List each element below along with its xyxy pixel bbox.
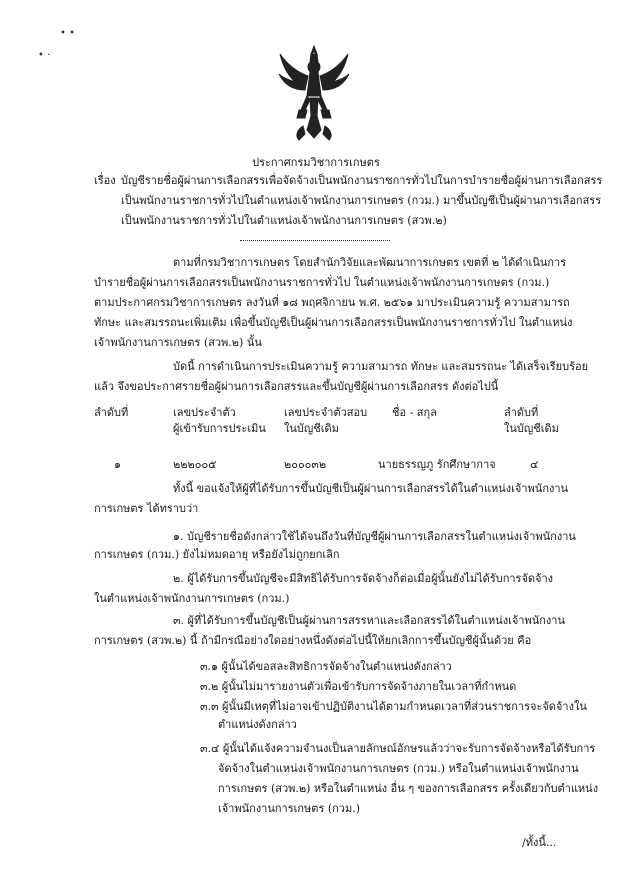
notice-item: ๓. ผู้ที่ได้รับการขึ้นบัญชีเป็นผู้ผ่านการสรรหาและเลือกสรรได้ในตำแหน่งเจ้าพนักงาน (173, 614, 565, 627)
table-cell: นายธรรญภู รักศึกษากาจ (378, 458, 496, 471)
document-title: ประกาศกรมวิชาการเกษตร (252, 156, 380, 169)
sub-item: จัดจ้างในตำแหน่งเจ้าพนักงานการเกษตร (กวม.) หรือในตำแหน่งเจ้าพนักงาน (218, 762, 579, 775)
table-cell: ๒๐๐๐๓๒ (284, 458, 327, 471)
sub-item: ๓.๑ ผู้นั้นได้ขอสละสิทธิการจัดจ้างในตำแหน่งดังกล่าว (200, 660, 452, 673)
table-header: ชื่อ - สกุล (392, 406, 437, 419)
sub-item: ๓.๒ ผู้นั้นไม่มารายงานตัวเพื่อเข้ารับการจัดจ้างภายในเวลาที่กำหนด (200, 680, 517, 693)
notice-line: ทั้งนี้ ขอแจ้งให้ผู้ที่ได้รับการขึ้นบัญชีเป็นผู้ผ่านการเลือกสรรได้ในตำแหน่งเจ้าพนักงาน (173, 482, 569, 495)
scan-speck: • · (38, 50, 51, 61)
sub-item: ๓.๔ ผู้นั้นได้แจ้งความจำนงเป็นลายลักษณ์อักษรแล้วว่าจะรับการจัดจ้างหรือได้รับการ (200, 742, 596, 755)
separator-line (240, 240, 390, 241)
notice-item: ๒. ผู้ได้รับการขึ้นบัญชีจะมีสิทธิได้รับการจัดจ้างก็ต่อเมื่อผู้นั้นยังไม่ได้รับการจัดจ้าง (173, 572, 554, 585)
paragraph-line: ทักษะ และสมรรถนะเพิ่มเติม เพื่อขึ้นบัญชีเป็นผู้ผ่านการเลือกสรรเป็นพนักงานราชการทั่วไป ในตำแหน่ง (94, 316, 573, 329)
table-header: ในบัญชีเดิม (284, 422, 339, 435)
table-header: เลขประจำตัวสอบ (284, 406, 368, 419)
sub-item: การเกษตร (สวพ.๒) หรือในตำแหน่ง อื่น ๆ ของการเลือกสรร ครั้งเดียวกับตำแหน่ง (218, 782, 599, 795)
table-header: ลำดับที่ (504, 406, 539, 419)
notice-item: ๑. บัญชีรายชื่อดังกล่าวใช้ได้จนถึงวันที่บัญชีผู้ผ่านการเลือกสรรในตำแหน่งเจ้าพนักงาน (173, 530, 576, 543)
paragraph-line: แล้ว จึงขอประกาศรายชื่อผู้ผ่านการเลือกสรรและขึ้นบัญชีผู้ผ่านการเลือกสรร ดังต่อไปนี้ (94, 380, 499, 393)
table-cell: ๔ (530, 458, 539, 471)
subject-line: เป็นพนักงานราชการทั่วไปในตำแหน่งเจ้าพนักงานการเกษตร (สวพ.๒) (121, 214, 447, 227)
table-header: ในบัญชีเดิม (504, 422, 559, 435)
subject-label: เรื่อง (94, 174, 116, 187)
sub-item: ตำแหน่งดังกล่าว (218, 718, 297, 731)
table-header: ลำดับที่ (94, 406, 129, 419)
paragraph-line: ตามประกาศกรมวิชาการเกษตร ลงวันที่ ๑๘ พฤศจิกายน พ.ศ. ๒๕๖๑ มาประเมินความรู้ ความสามารถ (94, 296, 570, 309)
notice-item: การเกษตร (สวพ.๒) นี้ ถ้ามีกรณีอย่างใดอย่างหนึ่งดังต่อไปนี้ให้ยกเลิกการขึ้นบัญชีผู้นั้นด้วย คือ (94, 634, 532, 647)
paragraph-line: ตามที่กรมวิชาการเกษตร โดยสำนักวิจัยและพัฒนาการเกษตร เขตที่ ๒ ได้ดำเนินการ (173, 256, 567, 269)
sub-item: เจ้าพนักงานการเกษตร (กวม.) (218, 802, 361, 815)
table-cell: ๒๒๒๐๐๕ (173, 458, 217, 471)
paragraph-line: บัดนี้ การดำเนินการประเมินความรู้ ความสามารถ ทักษะ และสมรรถนะ ได้เสร็จเรียบร้อย (173, 360, 589, 373)
notice-item: ในตำแหน่งเจ้าพนักงานการเกษตร (กวม.) (94, 592, 290, 605)
subject-line: เป็นพนักงานราชการทั่วไปในตำแหน่งเจ้าพนักงานการเกษตร (กวม.) มาขึ้นบัญชีเป็นผู้ผ่านการเลือกสรร (121, 194, 602, 207)
sub-item: ๓.๓ ผู้นั้นมีเหตุที่ไม่อาจเข้าปฏิบัติงานได้ตามกำหนดเวลาที่ส่วนราชการจะจัดจ้างใน (200, 700, 587, 713)
paragraph-line: บำรายชื่อผู้ผ่านการเลือกสรรเป็นพนักงานราชการทั่วไป ในตำแหน่งเจ้าพนักงานการเกษตร (กวม.) (94, 276, 550, 289)
continuation-marker: /ทั้งนี้... (522, 836, 557, 849)
table-header: ผู้เข้ารับการประเมิน (173, 422, 266, 435)
scan-speck: • • (60, 28, 75, 39)
subject-line: บัญชีรายชื่อผู้ผ่านการเลือกสรรเพื่อจัดจ้างเป็นพนักงานราชการทั่วไปในการบำรายชื่อผู้ผ่านการเลือกสรร (121, 174, 603, 187)
table-cell: ๑ (114, 458, 121, 471)
garuda-emblem-icon (277, 44, 351, 142)
notice-line: การเกษตร ได้ทราบว่า (94, 502, 199, 515)
notice-item: การเกษตร (กวม.) ยังไม่หมดอายุ หรือยังไม่ถูกยกเลิก (94, 548, 340, 561)
paragraph-line: เจ้าพนักงานการเกษตร (สวพ.๒) นั้น (94, 336, 262, 349)
table-header: เลขประจำตัว (173, 406, 236, 419)
